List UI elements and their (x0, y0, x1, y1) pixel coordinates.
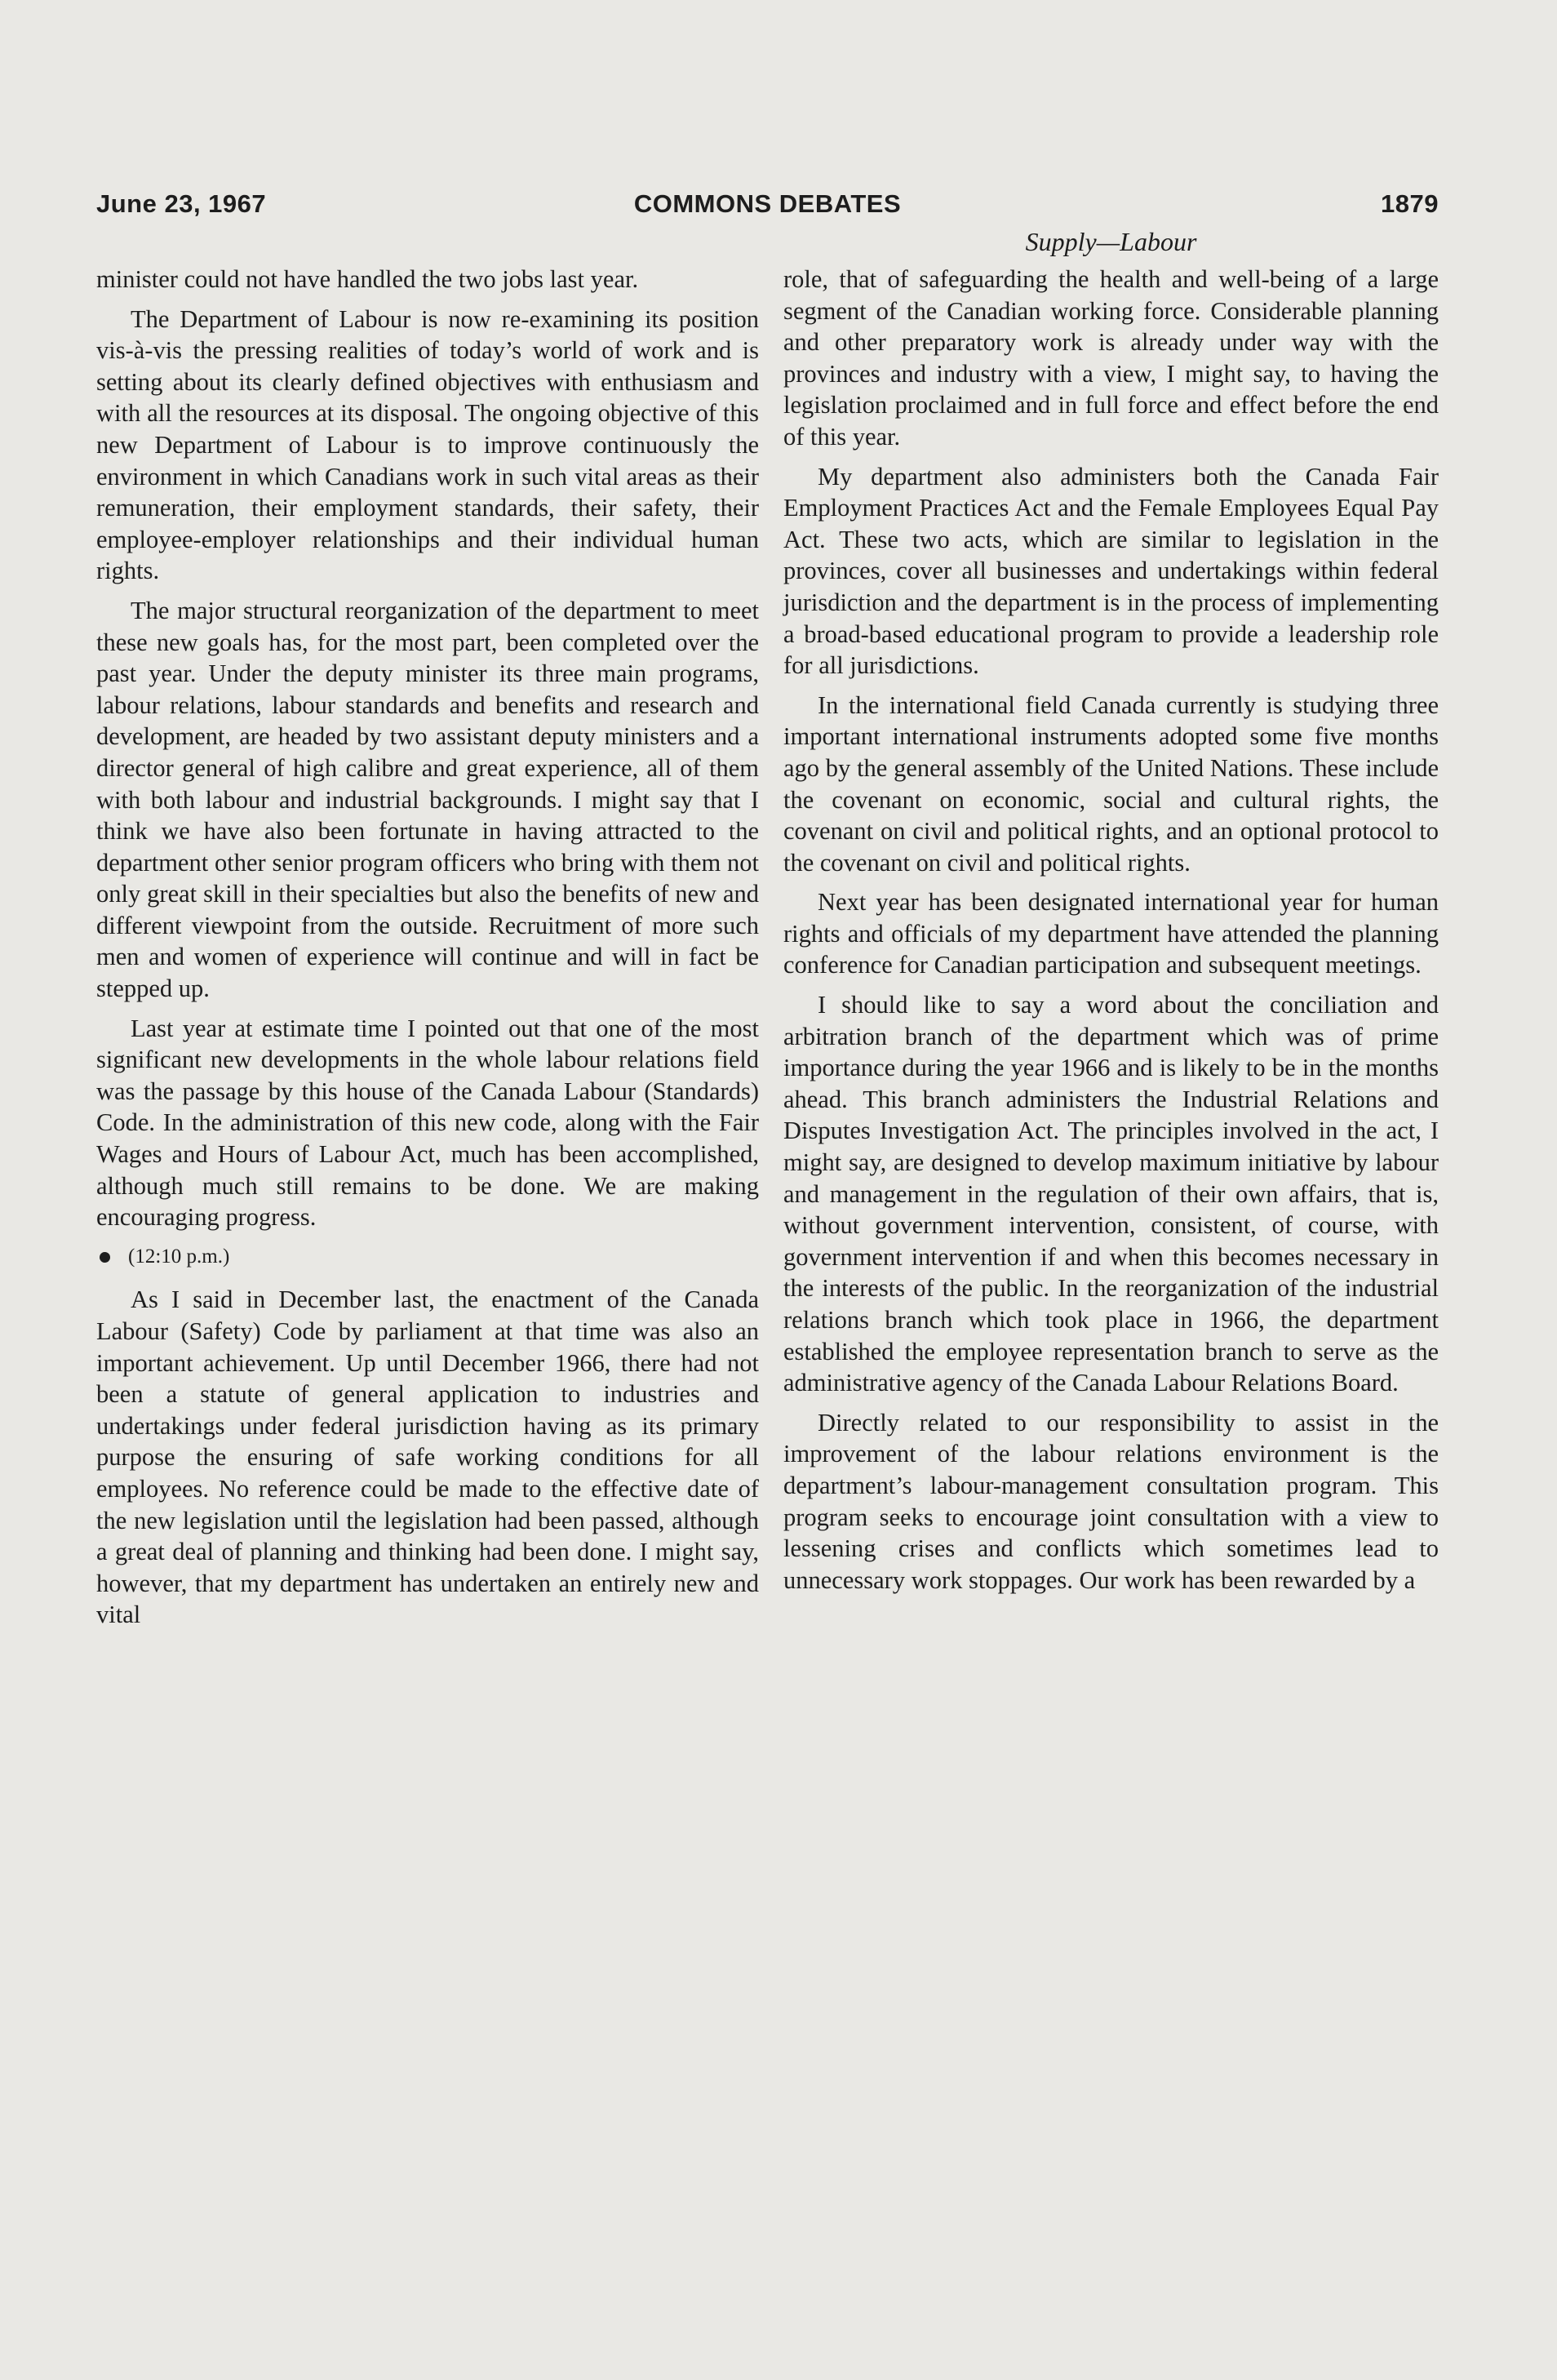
left-paragraph-4: Last year at estimate time I pointed out that one of the most significant new developments in the whole labour relations field was the passage by this house of the Canada Labour (Standards) Code. In the administration of this new code, along with the Fair Wages and Hours of Labour Act, much has been accomplished, although much still remains to be done. We are making encouraging progress. (96, 1014, 759, 1232)
header-date: June 23, 1967 (96, 189, 267, 218)
header-title: COMMONS DEBATES (633, 189, 902, 218)
right-column (783, 264, 1439, 1604)
left-column (96, 264, 759, 1639)
right-paragraph-2: My department also administers both the Canada Fair Employment Practices Act and the Female Employees Equal Pay Act. These two acts, which are similar to legislation in the provinces, cover all businesses and undertakings within federal jurisdiction and the department is in the process of implementing a broad-based educational program to provide a leadership role for all jurisdictions. (783, 462, 1439, 680)
bullet-icon (100, 1252, 110, 1263)
section-subheading: Supply—Labour (1025, 227, 1197, 256)
left-paragraph-2: The Department of Labour is now re-examining its position vis-à-vis the pressing realities of today’s world of work and is setting about its clearly defined objectives with enthusiasm and with all the resources at its disposal. The ongoing objective of this new Department of Labour is to improve continuously the environment in which Canadians work in such vital areas as their remuneration, their employment standards, their safety, their employee-employer relationships and their individual human rights. (96, 304, 759, 585)
right-paragraph-1: role, that of safeguarding the health and well-being of a large segment of the Canadian working force. Considerable planning and other preparatory work is already under way with the provinces and industry with a view, I might say, to having the legislation proclaimed and in full force and effect before the end of this year. (783, 265, 1439, 451)
left-paragraph-1: minister could not have handled the two jobs last year. (96, 265, 639, 293)
left-paragraph-3: The major structural reorganization of the department to meet these new goals has, for the most part, been completed over the past year. Under the deputy minister its three main programs, labour relations, labour standards and benefits and research and development, are headed by two assistant deputy ministers and a director general of high calibre and great experience, all of them with both labour and industrial backgrounds. I might say that I think we have also been fortunate in having attracted to the department other senior program officers who bring with them not only great skill in their specialties but also the benefits of new and different viewpoint from the outside. Recruitment of more such men and women of experience will continue and will in fact be stepped up. (96, 596, 759, 1003)
page-header (96, 189, 1439, 225)
timestamp-text: (12:10 p.m.) (128, 1245, 230, 1268)
right-paragraph-5: I should like to say a word about the conciliation and arbitration branch of the department which was of prime importance during the year 1966 and is likely to be in the months ahead. This branch administers the Industrial Relations and Disputes Investigation Act. The principles involved in the act, I might say, are designed to develop maximum initiative by labour and management in the regulation of their own affairs, that is, without government intervention, consistent, of course, with government intervention if and when this becomes necessary in the interests of the public. In the reorganization of the industrial relations branch which took place in 1966, the department established the employee representation branch to serve as the administrative agency of the Canada Labour Relations Board. (783, 991, 1439, 1397)
timestamp-marker (96, 1241, 759, 1273)
left-paragraph-5: As I said in December last, the enactment of the Canada Labour (Safety) Code by parliament at that time was also an important achievement. Up until December 1966, there had not been a statute of general application to industries and undertakings under federal jurisdiction having as its primary purpose the ensuring of safe working conditions for all employees. No reference could be made to the effective date of the new legislation until the legislation had been passed, although a great deal of planning and thinking had been done. I might say, however, that my department has undertaken an entirely new and vital (96, 1285, 759, 1629)
header-page-number: 1879 (1381, 189, 1439, 218)
right-paragraph-6: Directly related to our responsibility to assist in the improvement of the labour relations environment is the department’s labour-management consultation program. This program seeks to encourage joint consultation with a view to lessening crises and conflicts which sometimes lead to unnecessary work stoppages. Our work has been rewarded by a (783, 1408, 1439, 1594)
right-paragraph-3: In the international field Canada currently is studying three important international instruments adopted some five months ago by the general assembly of the United Nations. These include the covenant on economic, social and cultural rights, the covenant on civil and political rights, and an optional protocol to the covenant on civil and political rights. (783, 690, 1439, 877)
right-paragraph-4: Next year has been designated international year for human rights and officials of my department have attended the planning conference for Canadian participation and subsequent meetings. (783, 888, 1439, 979)
